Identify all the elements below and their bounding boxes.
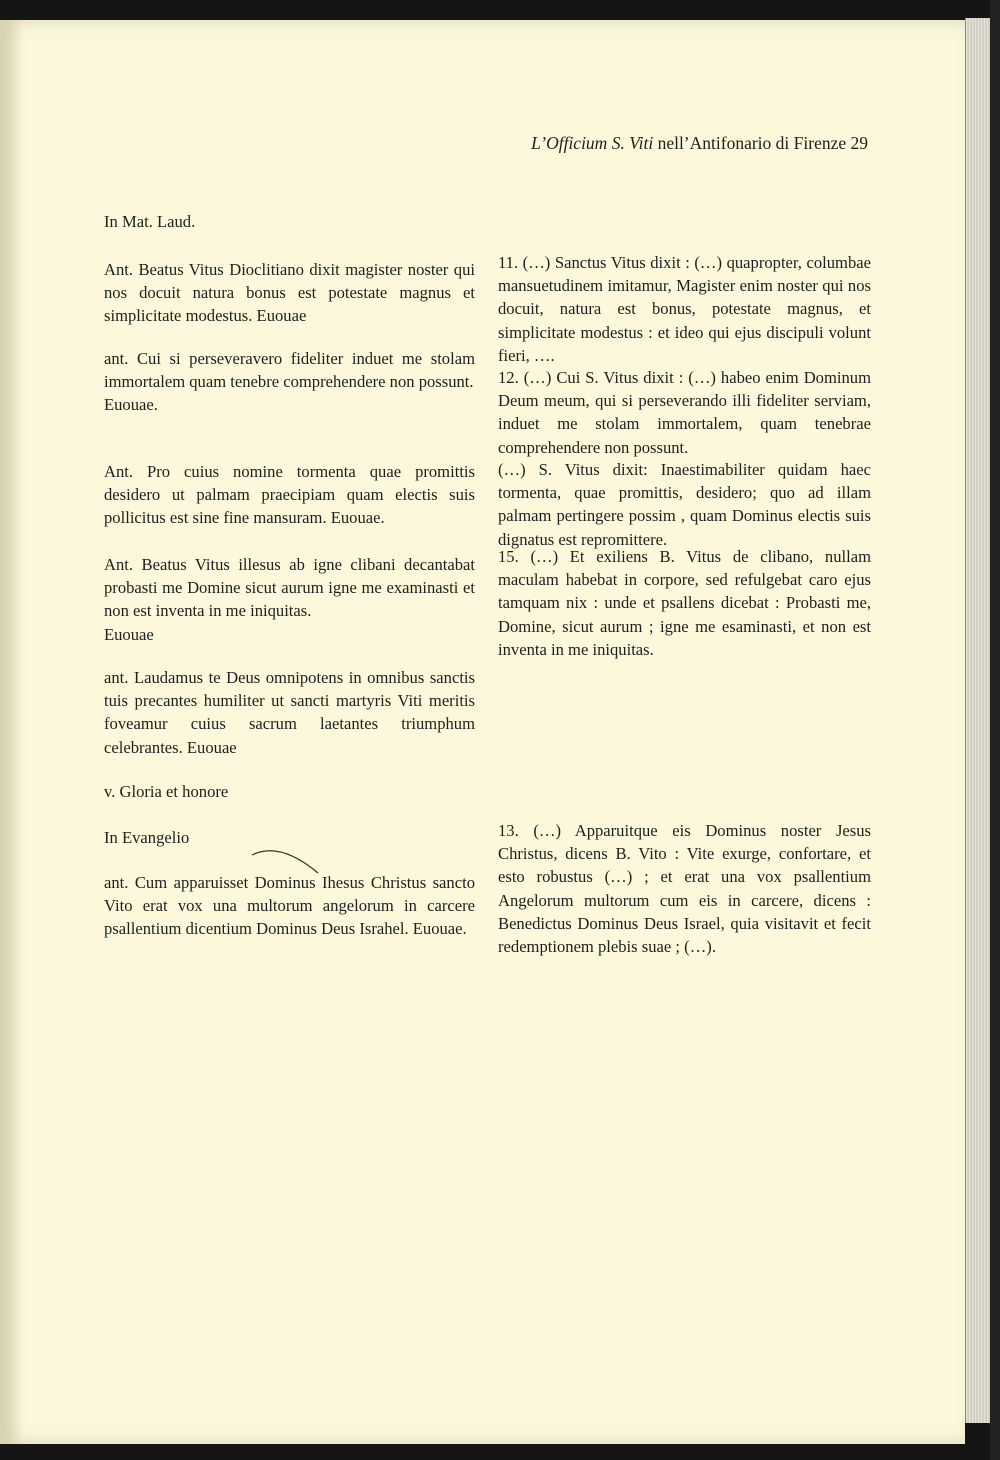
versicle: v. Gloria et honore [104, 782, 229, 801]
antiphon-2-euouae: Euouae. [104, 395, 158, 415]
section-heading-in-mat-laud: In Mat. Laud. [104, 212, 196, 231]
antiphon-3: Ant. Pro cuius nomine tormenta quae promittis desidero ut palmam praecipiam quam electis suis pollicitus est sine fine mansuram. Euouae. [104, 462, 475, 528]
antiphon-2 [104, 347, 475, 417]
antiphon-4-text: Ant. Beatus Vitus illesus ab igne clibani decantabat probasti me Domine sicut aurum igne me examinasti et non est inventa in me iniquitas. [104, 555, 475, 621]
passage-12: 12. (…) Cui S. Vitus dixit : (…) habeo enim Dominum Deum meum, qui si perseverando illi fideliter serviam, induet me stolam immortalem, quam tenebrae comprehendere non possunt. [498, 368, 871, 457]
scan-border [990, 0, 1000, 1460]
antiphon-5: ant. Laudamus te Deus omnipotens in omnibus sanctis tuis precantes humiliter ut sancti martyris Viti meritis foveamur cuius sacrum laetantes triumphum celebrantes. Euouae [104, 668, 475, 757]
passage-13: 13. (…) Apparuitque eis Dominus noster Jesus Christus, dicens B. Vito : Vite exurge, confortare, et esto robustus (…) ; et erat una vox psallentium Angelorum multorum cum eis in carcere, dicens : Benedictus Dominus Deus Israel, quia visitavit et fecit redemptionem plebis suae ; (…). [498, 821, 871, 957]
header-title-italic: L’Officium S. Viti [531, 133, 654, 153]
gutter-shadow [0, 20, 22, 1444]
header-title-rest: nell’Antifonario di Firenze [657, 133, 847, 153]
passage-12-continued: (…) S. Vitus dixit: Inaestimabiliter quidam haec tormenta, quae promittis, desidero; quo ad illam palmam pertingere possim , quam Dominus electis suis dignatus est repromittere. [498, 460, 871, 549]
passage-11: 11. (…) Sanctus Vitus dixit : (…) quapropter, columbae mansuetudinem imitamur, Magister enim noster qui nos docuit, natura est bonus, potestate magnus, et simplicitate modestus : et ideo qui ejus discipuli volunt fieri, …. [498, 253, 871, 365]
section-heading-in-evangelio: In Evangelio [104, 828, 190, 847]
antiphon-2-text: ant. Cui si perseveravero fideliter induet me stolam immortalem quam tenebre comprehendere non possunt. [104, 349, 475, 392]
passage-15: 15. (…) Et exiliens B. Vitus de clibano, nullam maculam habebat in corpore, sed refulgebat caro ejus tamquam nix : unde et psallens dicebat : Probasti me, Domine, sicut aurum ; igne me esaminasti, et non est inventa in me iniquitas. [498, 547, 871, 659]
pencil-mark [250, 843, 330, 883]
page-number: 29 [850, 133, 868, 153]
antiphon-1: Ant. Beatus Vitus Dioclitiano dixit magister noster qui nos docuit natura bonus est potestate magnus et simplicitate modestus. Euouae [104, 260, 475, 326]
antiphon-4-euouae: Euouae [104, 624, 154, 644]
running-header [498, 133, 868, 154]
antiphon-4 [104, 553, 475, 646]
antiphon-6: ant. Cum apparuisset Dominus Ihesus Christus sancto Vito erat vox una multorum angelorum in carcere psallentium dicentium Dominus Deus Israhel. Euouae. [104, 873, 475, 939]
